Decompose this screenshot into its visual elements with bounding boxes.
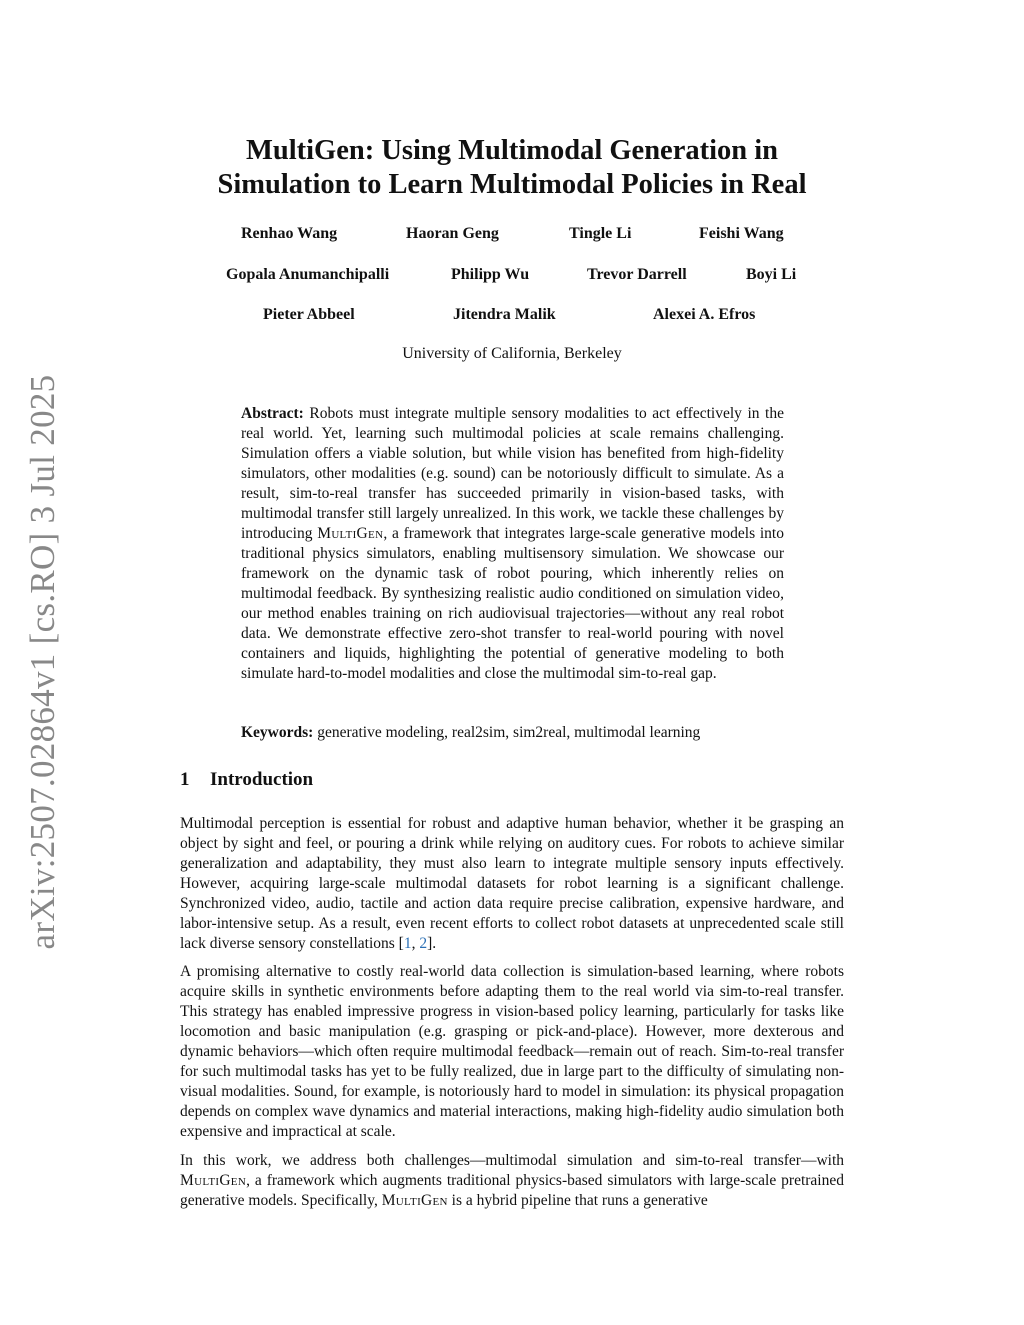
citation-link[interactable]: 1: [403, 935, 412, 952]
author-name: Gopala Anumanchipalli: [226, 266, 390, 283]
author-row-1: [180, 225, 844, 249]
citation-link[interactable]: 2: [419, 935, 428, 952]
arxiv-identifier: arXiv:2507.02864v1 [cs.RO] 3 Jul 2025: [23, 374, 62, 950]
paragraph-text: , a framework which augments traditional physics-based simulators with large-scale pretrained generative models. Specifically,: [180, 1172, 844, 1209]
title-line-2: Simulation to Learn Multimodal Policies in Real: [217, 169, 807, 200]
author-name: Alexei A. Efros: [653, 306, 756, 323]
framework-name: MultiGen: [317, 525, 384, 542]
keywords-text: generative modeling, real2sim, sim2real, multimodal learning: [313, 724, 701, 741]
paper-title: [180, 134, 844, 202]
framework-name: MultiGen: [180, 1172, 247, 1189]
paragraph-text: In this work, we address both challenges—multimodal simulation and sim-to-real transfer—with: [180, 1152, 844, 1169]
keywords-label: Keywords:: [241, 724, 314, 741]
intro-paragraph-3: [180, 1151, 844, 1211]
author-row-2: [180, 266, 844, 290]
paragraph-text-end: ].: [427, 935, 437, 952]
framework-name: MultiGen: [381, 1192, 448, 1209]
section-title: Introduction: [210, 769, 314, 790]
author-name: Haoran Geng: [406, 225, 499, 242]
author-name: Tingle Li: [569, 225, 632, 242]
affiliation: University of California, Berkeley: [402, 345, 622, 362]
abstract-text-continued: , a framework that integrates large-scale generative models into traditional physics simulators, enabling multisensory simulation. We showcase our framework on the dynamic task of robot pouring, which inherently relies on multimodal feedback. By synthesizing realistic audio conditioned on simulation video, our method enables training on rich audiovisual trajectories—without any real robot data. We demonstrate effective zero-shot transfer to real-world pouring with novel containers and liquids, highlighting the potential of generative modeling to both simulate hard-to-model modalities and close the multimodal sim-to-real gap.: [241, 525, 784, 682]
author-name: Philipp Wu: [451, 266, 530, 283]
abstract-label: Abstract:: [241, 405, 304, 422]
author-name: Jitendra Malik: [453, 306, 556, 323]
citation-separator: ,: [411, 935, 420, 952]
paragraph-text: Multimodal perception is essential for robust and adaptive human behavior, whether it be grasping an object by sight and feel, or pouring a drink while relying on auditory cues. For robots to achieve similar generalization and adaptability, they must also learn to integrate multiple sensory inputs effectively. However, acquiring large-scale multimodal datasets for robot learning is a significant challenge. Synchronized video, audio, tactile and action data require precise calibration, expensive hardware, and labor-intensive setup. As a result, even recent efforts to collect robot datasets at unprecedented scale still lack diverse sensory constellations [: [180, 815, 844, 952]
author-name: Trevor Darrell: [587, 266, 687, 283]
intro-paragraph-1: [180, 814, 844, 954]
abstract-text: Robots must integrate multiple sensory modalities to act effectively in the real world. Yet, learning such multimodal policies at scale remains challenging. Simulation offers a viable solution, but while vision has benefited from high-fidelity simulators, other modalities (e.g. sound) can be notoriously difficult to simulate. As a result, sim-to-real transfer has succeeded primarily in vision-based tasks, with multimodal transfer still largely unrealized. In this work, we tackle these challenges by introducing: [241, 405, 784, 542]
author-name: Renhao Wang: [241, 225, 338, 242]
abstract: [241, 404, 784, 684]
section-number: 1: [180, 769, 190, 790]
keywords: [241, 723, 801, 743]
paragraph-text: is a hybrid pipeline that runs a generative: [447, 1192, 708, 1209]
section-heading: [180, 769, 313, 791]
title-line-1: MultiGen: Using Multimodal Generation in: [245, 135, 778, 166]
author-name: Pieter Abbeel: [263, 306, 355, 323]
author-row-3: [180, 306, 844, 330]
intro-paragraph-2: A promising alternative to costly real-world data collection is simulation-based learning, where robots acquire skills in synthetic environments before adapting them to the real world via sim-to-real transfer. This strategy has enabled impressive progress in vision-based policy learning, particularly for tasks like locomotion and basic manipulation (e.g. grasping or pick-and-place). However, more dexterous and dynamic behaviors—which often require multimodal feedback—remain out of reach. Sim-to-real transfer for such multimodal tasks has yet to be fully realized, due in large part to the difficulty of simulating non-visual modalities. Sound, for example, is notoriously hard to model in simulation: its physical propagation depends on complex wave dynamics and material interactions, making high-fidelity audio simulation both expensive and impractical at scale.: [180, 963, 844, 1140]
author-name: Feishi Wang: [699, 225, 784, 242]
author-name: Boyi Li: [746, 266, 797, 283]
